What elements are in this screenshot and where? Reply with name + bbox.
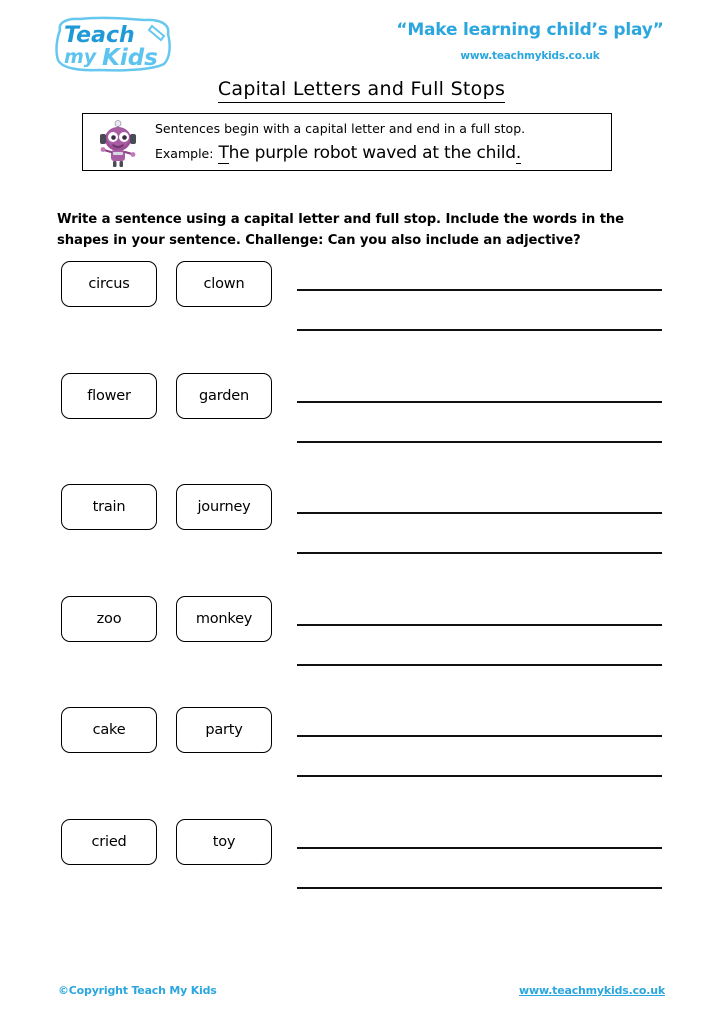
worksheet-row <box>0 704 723 816</box>
svg-text:Teach: Teach <box>64 23 135 48</box>
word-box: circus <box>61 261 157 307</box>
instructions: Write a sentence using a capital letter and full stop. Include the words in the shapes in your sentence. Challenge: Can you also include an adjective? <box>57 212 625 249</box>
word-box: monkey <box>176 596 272 642</box>
answer-line[interactable] <box>297 329 662 331</box>
word-box: clown <box>176 261 272 307</box>
worksheet-row <box>0 593 723 705</box>
word-box: party <box>176 707 272 753</box>
word-box: toy <box>176 819 272 865</box>
answer-line[interactable] <box>297 775 662 777</box>
worksheet-rows <box>0 258 723 927</box>
example-label: Example: <box>155 146 214 161</box>
word-box: flower <box>61 373 157 419</box>
example-full-stop: . <box>515 143 522 163</box>
rule-box <box>82 113 612 171</box>
page-title <box>0 78 723 100</box>
tagline: “Make learning child’s play” <box>396 20 664 40</box>
example-sentence <box>218 143 521 163</box>
word-box: zoo <box>61 596 157 642</box>
word-box: garden <box>176 373 272 419</box>
word-box: cried <box>61 819 157 865</box>
worksheet-row <box>0 481 723 593</box>
purple-robot-icon <box>93 118 143 168</box>
rule-text: Sentences begin with a capital letter and end in a full stop. <box>155 121 526 136</box>
answer-line[interactable] <box>297 552 662 554</box>
example-capital-letter: T <box>218 143 229 163</box>
header-site-url: www.teachmykids.co.uk <box>460 50 600 62</box>
worksheet-row <box>0 816 723 928</box>
word-box: journey <box>176 484 272 530</box>
answer-line[interactable] <box>297 289 662 291</box>
answer-line[interactable] <box>297 735 662 737</box>
copyright-text: ©Copyright Teach My Kids <box>58 984 217 997</box>
svg-text:Kids: Kids <box>102 45 158 71</box>
answer-line[interactable] <box>297 401 662 403</box>
word-box: train <box>61 484 157 530</box>
rule-example-line <box>155 143 521 163</box>
example-sentence-body: he purple robot waved at the child <box>228 143 516 163</box>
word-box: cake <box>61 707 157 753</box>
footer-site-url-link[interactable]: www.teachmykids.co.uk <box>519 984 665 997</box>
teach-my-kids-logo <box>52 16 174 72</box>
page-title-text: Capital Letters and Full Stops <box>218 78 505 103</box>
svg-text:my: my <box>64 46 97 68</box>
worksheet-row <box>0 258 723 370</box>
page-header <box>0 0 723 72</box>
answer-line[interactable] <box>297 847 662 849</box>
answer-line[interactable] <box>297 441 662 443</box>
page-footer <box>0 984 723 1002</box>
answer-line[interactable] <box>297 664 662 666</box>
answer-line[interactable] <box>297 624 662 626</box>
answer-line[interactable] <box>297 512 662 514</box>
worksheet-row <box>0 370 723 482</box>
answer-line[interactable] <box>297 887 662 889</box>
